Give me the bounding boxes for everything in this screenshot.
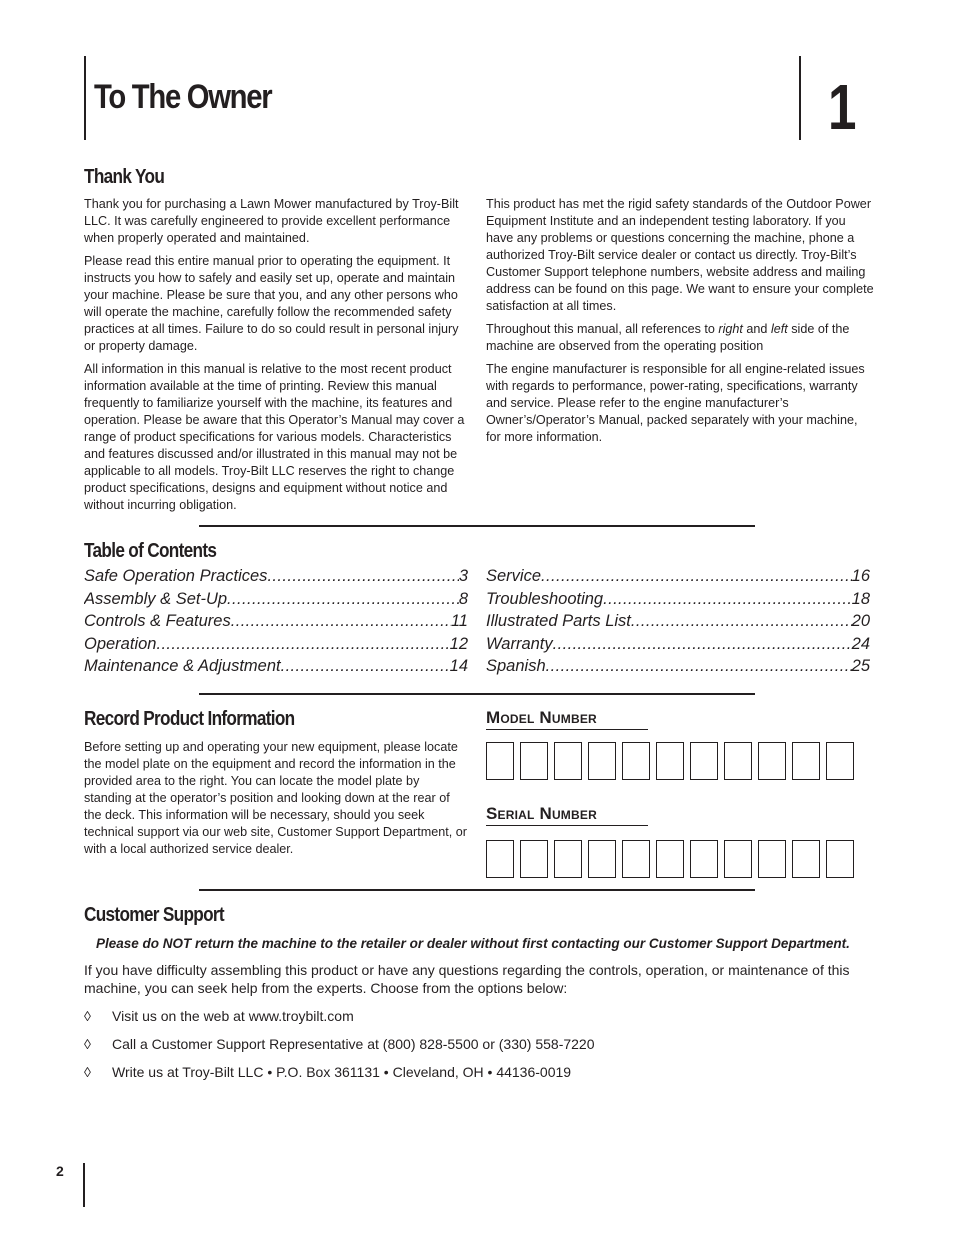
toc-entry[interactable] xyxy=(486,610,870,633)
serial-digit-box[interactable] xyxy=(690,840,718,878)
serial-digit-box[interactable] xyxy=(826,840,854,878)
toc-label: Illustrated Parts List xyxy=(486,612,631,630)
serial-digit-box[interactable] xyxy=(588,840,616,878)
list-item xyxy=(84,1063,874,1081)
record-body: Before setting up and operating your new equipment, please locate the model plate on the equipment and record the information in the provided area to the right. You can locate the model plate by standing at the operator’s position and looking down at the rear of the deck. This information will be necessary, should you seek technical support via our web site, Customer Support Department, or with a local authorized service dealer. xyxy=(84,740,467,856)
footer-rule xyxy=(83,1163,85,1207)
model-digit-box[interactable] xyxy=(588,742,616,780)
model-digit-box[interactable] xyxy=(690,742,718,780)
model-number-boxes xyxy=(486,742,854,780)
toc-entry[interactable] xyxy=(486,588,870,611)
model-digit-box[interactable] xyxy=(826,742,854,780)
toc-entry[interactable] xyxy=(486,565,870,588)
toc-entry[interactable] xyxy=(84,655,468,678)
toc-leader xyxy=(546,655,852,678)
serial-digit-box[interactable] xyxy=(520,840,548,878)
toc-leader xyxy=(631,610,852,633)
thank-you-right-column xyxy=(486,196,874,452)
page-number: 2 xyxy=(56,1163,64,1179)
model-digit-box[interactable] xyxy=(758,742,786,780)
text: side of the machine are observed from the operating position xyxy=(486,322,850,353)
toc-left xyxy=(84,565,468,678)
toc-leader xyxy=(231,610,451,633)
list-item xyxy=(84,1007,874,1025)
list-item xyxy=(84,1035,874,1053)
toc-leader xyxy=(553,633,852,656)
toc-leader xyxy=(603,588,852,611)
chapter-rule xyxy=(799,56,801,140)
paragraph: Thank you for purchasing a Lawn Mower manufactured by Troy-Bilt LLC. It was carefully engineered to provide excellent performance when properly operated and maintained. xyxy=(84,197,459,245)
toc-page: 18 xyxy=(851,589,870,608)
emphasis-left: left xyxy=(770,322,788,336)
toc-right xyxy=(486,565,870,678)
title-rule xyxy=(84,56,86,140)
toc-label: Assembly & Set-Up xyxy=(84,589,228,608)
toc-page: 25 xyxy=(851,657,870,675)
toc-heading: Table of Contents xyxy=(84,540,217,562)
paragraph: This product has met the rigid safety standards of the Outdoor Power Equipment Institute and an independent testing laboratory. If you have any problems or questions concerning the machine, phone a authorized Troy-Bilt service dealer or contact us directly. Troy-Bilt’s Customer Support telephone numbers, website address and mailing address can be found on this page. We want to ensure your complete satisfaction at all times. xyxy=(486,197,874,313)
toc-label: Maintenance & Adjustment xyxy=(84,657,281,675)
model-number-underline xyxy=(486,729,648,730)
support-note: Please do NOT return the machine to the retailer or dealer without first contacting our Customer Support Department. xyxy=(96,936,850,951)
support-heading: Customer Support xyxy=(84,904,224,926)
model-digit-box[interactable] xyxy=(520,742,548,780)
toc-label: Safe Operation Practices xyxy=(84,567,268,585)
model-digit-box[interactable] xyxy=(724,742,752,780)
paragraph: Please read this entire manual prior to operating the equipment. It instructs you how to safely and easily set up, operate and maintain your machine. Please be sure that you, and any other persons who will operate the machine, carefully follow the recommended safety practices at all times. Failure to do so could result in personal injury or property damage. xyxy=(84,254,459,353)
toc-entry[interactable] xyxy=(84,610,468,633)
thank-you-left-column xyxy=(84,196,470,520)
model-digit-box[interactable] xyxy=(554,742,582,780)
model-digit-box[interactable] xyxy=(486,742,514,780)
emphasis-right: right xyxy=(718,322,743,336)
toc-entry[interactable] xyxy=(84,588,468,611)
toc-page: 8 xyxy=(458,589,468,608)
toc-leader xyxy=(267,565,458,588)
toc-label: Spanish xyxy=(486,657,546,675)
paragraph: All information in this manual is relative to the most recent product information available at the time of printing. Review this manual frequently to familiarize yourself with the machine, its features and operation. Please be aware that this Operator’s Manual may cover a range of product specifications for various models. Characteristics and features discussed and/or illustrated in this manual may not be applicable to all models. Troy-Bilt LLC reserves the right to change product specifications, designs and equipment without notice and without incurring obligation. xyxy=(84,362,465,512)
toc-page: 14 xyxy=(449,657,468,675)
toc-label: Warranty xyxy=(486,634,553,653)
toc-entry[interactable] xyxy=(486,633,870,656)
toc-leader xyxy=(541,565,852,588)
toc-label: Service xyxy=(486,567,542,585)
chapter-number: 1 xyxy=(828,71,857,143)
text: and xyxy=(742,322,771,336)
option-text[interactable]: Visit us on the web at www.troybilt.com xyxy=(112,1008,354,1024)
toc-page: 3 xyxy=(458,567,468,585)
text: Throughout this manual, all references to xyxy=(486,322,719,336)
section-divider xyxy=(199,693,755,695)
thank-you-heading: Thank You xyxy=(84,166,165,188)
option-text: Write us at Troy-Bilt LLC • P.O. Box 361131 • Cleveland, OH • 44136-0019 xyxy=(112,1064,572,1080)
support-intro: If you have difficulty assembling this product or have any questions regarding the controls, operation, or maintenance of this machine, you can seek help from the experts. Choose from the options below: xyxy=(84,962,850,996)
serial-digit-box[interactable] xyxy=(486,840,514,878)
serial-digit-box[interactable] xyxy=(554,840,582,878)
serial-number-boxes xyxy=(486,840,854,878)
toc-page: 24 xyxy=(851,634,870,653)
model-digit-box[interactable] xyxy=(792,742,820,780)
toc-leader xyxy=(156,633,449,656)
paragraph: The engine manufacturer is responsible for all engine-related issues with regards to performance, power-rating, specifications, warranty and service. Please refer to the engine manufacturer’s Owner’s/Operator’s Manual, packed separately with your machine, for more information. xyxy=(486,362,865,444)
toc-label: Troubleshooting xyxy=(486,589,604,608)
serial-digit-box[interactable] xyxy=(622,840,650,878)
serial-number-label: Serial Number xyxy=(486,804,597,823)
serial-number-underline xyxy=(486,825,648,826)
toc-page: 20 xyxy=(851,612,870,630)
serial-digit-box[interactable] xyxy=(656,840,684,878)
support-options xyxy=(84,1007,874,1081)
toc-entry[interactable] xyxy=(84,633,468,656)
section-divider xyxy=(199,525,755,527)
section-divider xyxy=(199,889,755,891)
serial-digit-box[interactable] xyxy=(792,840,820,878)
toc-page: 12 xyxy=(449,634,468,653)
toc-entry[interactable] xyxy=(84,565,468,588)
model-number-label: Model Number xyxy=(486,708,597,727)
bullet: ◊ xyxy=(84,1036,91,1052)
model-digit-box[interactable] xyxy=(622,742,650,780)
toc-label: Controls & Features xyxy=(84,612,231,630)
serial-digit-box[interactable] xyxy=(724,840,752,878)
toc-entry[interactable] xyxy=(486,655,870,678)
page-title: To The Owner xyxy=(94,78,272,116)
serial-digit-box[interactable] xyxy=(758,840,786,878)
option-text[interactable]: Call a Customer Support Representative at (800) 828-5500 or (330) 558-7220 xyxy=(112,1036,595,1052)
toc-label: Operation xyxy=(84,634,157,653)
toc-page: 11 xyxy=(450,612,468,630)
record-heading: Record Product Information xyxy=(84,708,295,730)
bullet: ◊ xyxy=(84,1008,91,1024)
toc-page: 16 xyxy=(851,567,870,585)
paragraph xyxy=(486,321,874,355)
model-digit-box[interactable] xyxy=(656,742,684,780)
bullet: ◊ xyxy=(84,1064,91,1080)
toc-leader xyxy=(281,655,450,678)
toc-leader xyxy=(227,588,459,611)
